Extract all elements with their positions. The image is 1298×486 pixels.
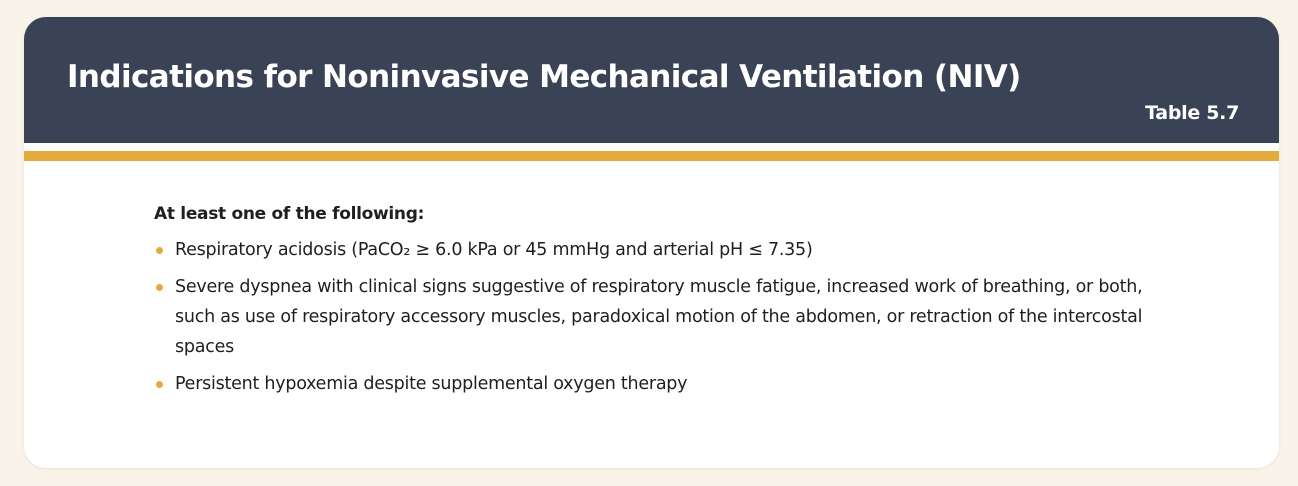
list-item-text: Severe dyspnea with clinical signs suggestive of respiratory muscle fatigue, increased work of breathing, or both, such as use of respiratory accessory muscles, paradoxical motion of the abdomen, or retraction of the intercostal spaces: [175, 277, 1143, 357]
page-title: Indications for Noninvasive Mechanical Ventilation (NIV): [67, 59, 1021, 95]
card-header: [24, 17, 1279, 143]
bullet-icon: [156, 247, 163, 254]
table-card: [24, 17, 1279, 468]
criteria-intro: At least one of the following:: [154, 204, 425, 224]
accent-divider: [24, 151, 1279, 161]
bullet-icon: [156, 284, 163, 291]
list-item: [154, 235, 1164, 265]
bullet-icon: [156, 381, 163, 388]
table-number-label: Table 5.7: [1145, 102, 1239, 124]
card-content: [154, 203, 1164, 406]
list-item-text: Persistent hypoxemia despite supplemental oxygen therapy: [175, 374, 688, 394]
list-item-text: Respiratory acidosis (PaCO₂ ≥ 6.0 kPa or 45 mmHg and arterial pH ≤ 7.35): [175, 240, 813, 260]
criteria-list: [154, 235, 1164, 399]
list-item: [154, 369, 1164, 399]
list-item: [154, 272, 1164, 362]
